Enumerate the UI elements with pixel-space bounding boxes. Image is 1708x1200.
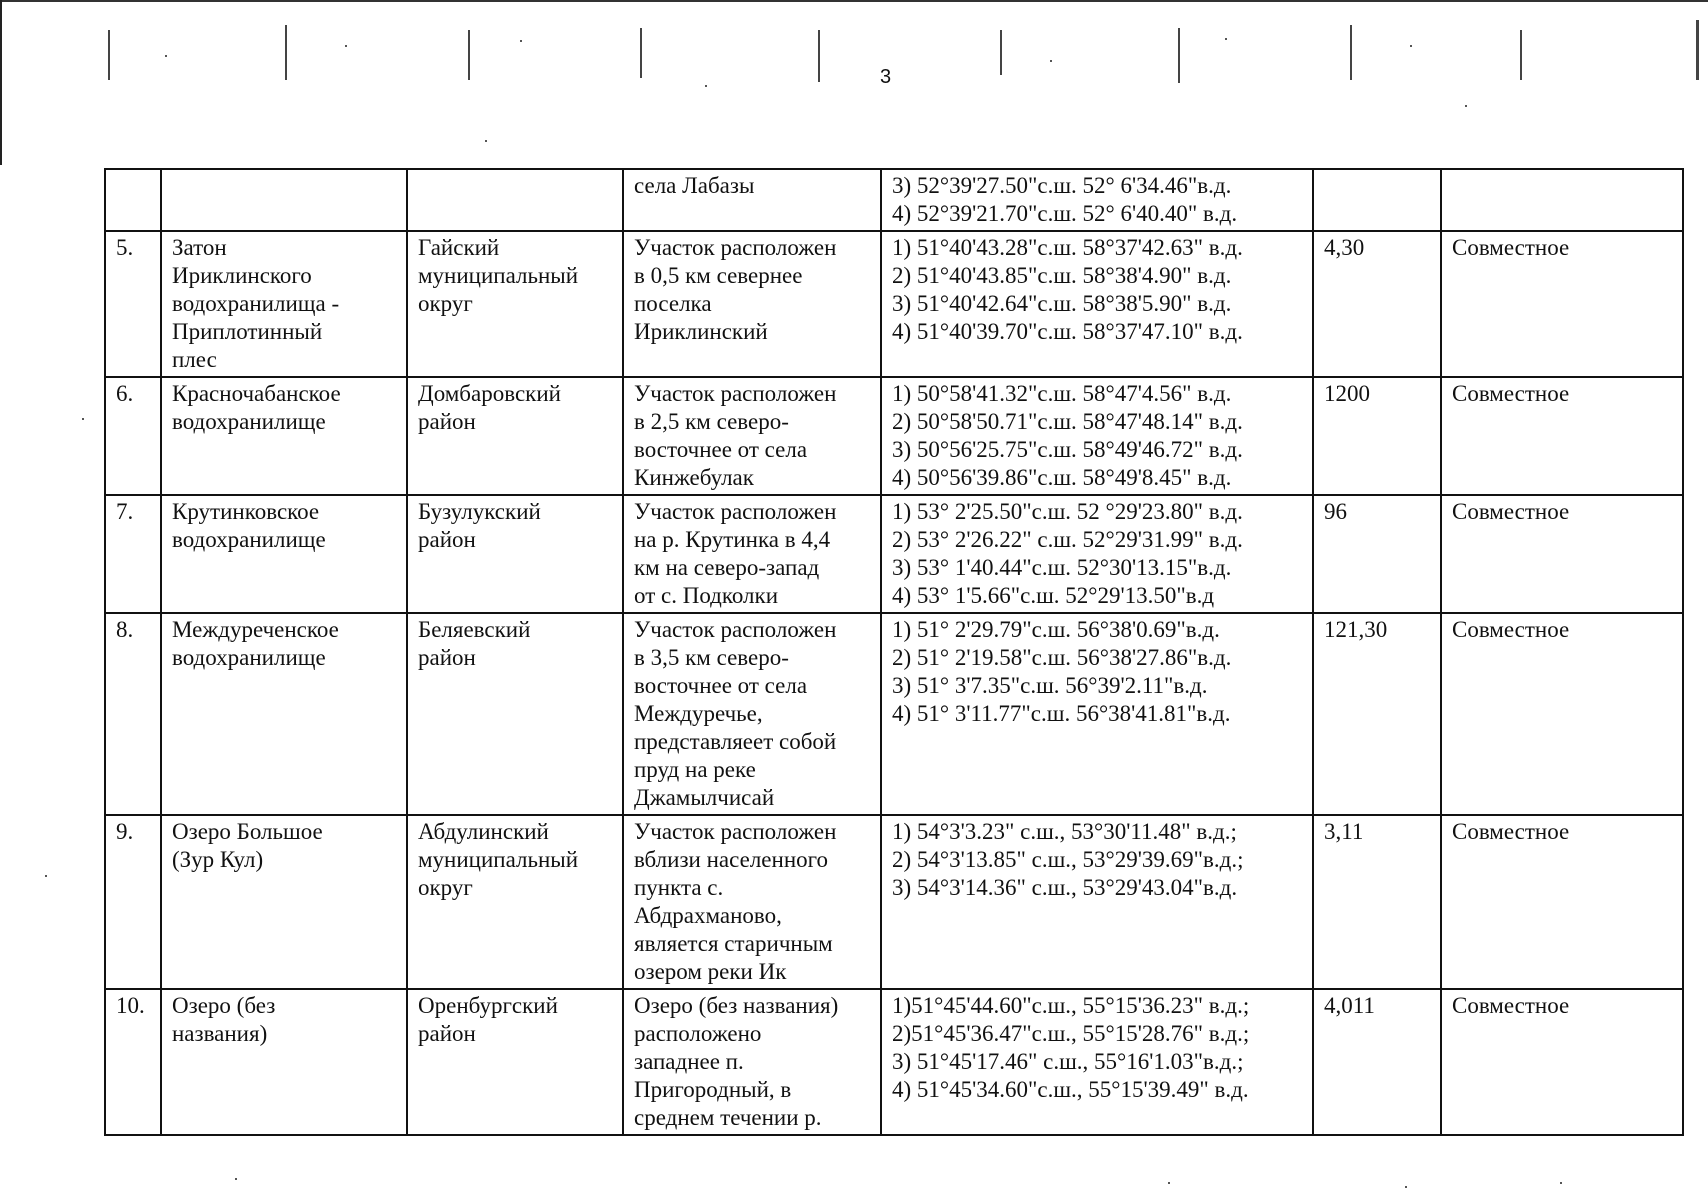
cell-district: Гайский муниципальный округ <box>407 231 623 377</box>
cell-area: 1200 <box>1313 377 1441 495</box>
scan-mark <box>1696 20 1699 80</box>
cell-number: 5. <box>105 231 161 377</box>
coordinate-line: 2) 53° 2'26.22" с.ш. 52°29'31.99" в.д. <box>892 527 1243 552</box>
cell-location: Участок расположен в 3,5 км северо- восточнее от села Междуречье, представляеет собой пруд на реке Джамылчисай <box>623 613 881 815</box>
cell-number: 6. <box>105 377 161 495</box>
cell-coordinates <box>881 377 1313 495</box>
scan-mark <box>1178 28 1180 83</box>
cell-use: Совместное <box>1441 613 1683 815</box>
table-row <box>105 377 1683 495</box>
cell-name: Красночабанское водохранилище <box>161 377 407 495</box>
coordinate-line: 3) 51°45'17.46" с.ш., 55°16'1.03"в.д.; <box>892 1049 1244 1074</box>
scan-dot <box>1050 60 1052 62</box>
cell-name: Озеро Большое (Зур Кул) <box>161 815 407 989</box>
scan-dot <box>1465 105 1467 107</box>
cell-number <box>105 169 161 231</box>
scan-mark <box>468 30 470 80</box>
reservoir-table <box>104 168 1684 1136</box>
scan-dot <box>345 45 347 47</box>
coordinate-line: 1)51°45'44.60"с.ш., 55°15'36.23" в.д.; <box>892 993 1250 1018</box>
coordinate-line: 4) 52°39'21.70"с.ш. 52° 6'40.40" в.д. <box>892 201 1238 226</box>
cell-number: 10. <box>105 989 161 1135</box>
coordinate-line: 1) 51° 2'29.79"с.ш. 56°38'0.69"в.д. <box>892 617 1220 642</box>
table-row <box>105 815 1683 989</box>
cell-area: 4,011 <box>1313 989 1441 1135</box>
cell-area: 121,30 <box>1313 613 1441 815</box>
coordinate-line: 1) 50°58'41.32"с.ш. 58°47'4.56" в.д. <box>892 381 1232 406</box>
coordinate-line: 3) 51°40'42.64"с.ш. 58°38'5.90" в.д. <box>892 291 1232 316</box>
cell-location: Озеро (без названия) расположено западнее п. Пригородный, в среднем течении р. <box>623 989 881 1135</box>
cell-district: Абдулинский муниципальный округ <box>407 815 623 989</box>
table-row <box>105 495 1683 613</box>
cell-name: Затон Ириклинского водохранилища - Приплотинный плес <box>161 231 407 377</box>
cell-number: 8. <box>105 613 161 815</box>
scan-dot <box>1405 1186 1407 1188</box>
scan-dot <box>1225 38 1227 40</box>
coordinate-line: 3) 54°3'14.36" с.ш., 53°29'43.04"в.д. <box>892 875 1238 900</box>
cell-location: Участок расположен на р. Крутинка в 4,4 км на северо-запад от с. Подколки <box>623 495 881 613</box>
cell-coordinates <box>881 231 1313 377</box>
scan-mark <box>108 30 110 80</box>
scan-mark <box>818 30 820 82</box>
coordinate-line: 4) 53° 1'5.66"с.ш. 52°29'13.50"в.д <box>892 583 1215 608</box>
cell-use: Совместное <box>1441 377 1683 495</box>
scan-dot <box>485 140 487 142</box>
cell-use: Совместное <box>1441 815 1683 989</box>
scan-mark <box>640 28 642 78</box>
cell-area: 3,11 <box>1313 815 1441 989</box>
coordinate-line: 3) 51° 3'7.35"с.ш. 56°39'2.11"в.д. <box>892 673 1208 698</box>
table-row <box>105 231 1683 377</box>
cell-number: 9. <box>105 815 161 989</box>
scan-dot <box>82 418 84 420</box>
coordinate-line: 1) 51°40'43.28"с.ш. 58°37'42.63" в.д. <box>892 235 1243 260</box>
cell-name: Озеро (без названия) <box>161 989 407 1135</box>
table-row <box>105 989 1683 1135</box>
cell-location: Участок расположен в 2,5 км северо- восточнее от села Кинжебулак <box>623 377 881 495</box>
coordinate-line: 1) 54°3'3.23" с.ш., 53°30'11.48" в.д.; <box>892 819 1237 844</box>
coordinate-line: 2)51°45'36.47"с.ш., 55°15'28.76" в.д.; <box>892 1021 1250 1046</box>
coordinate-line: 2) 54°3'13.85" с.ш., 53°29'39.69"в.д.; <box>892 847 1244 872</box>
table-row <box>105 613 1683 815</box>
cell-coordinates <box>881 169 1313 231</box>
scan-dot <box>705 85 707 87</box>
cell-area: 4,30 <box>1313 231 1441 377</box>
cell-location: села Лабазы <box>623 169 881 231</box>
coordinate-line: 2) 51° 2'19.58"с.ш. 56°38'27.86"в.д. <box>892 645 1232 670</box>
page-top-edge <box>0 0 1708 2</box>
scan-dot <box>520 40 522 42</box>
scan-dot <box>1560 1182 1562 1184</box>
coordinate-line: 3) 50°56'25.75"с.ш. 58°49'46.72" в.д. <box>892 437 1243 462</box>
cell-area <box>1313 169 1441 231</box>
cell-district: Беляевский район <box>407 613 623 815</box>
coordinate-line: 4) 51°40'39.70"с.ш. 58°37'47.10" в.д. <box>892 319 1243 344</box>
cell-location: Участок расположен в 0,5 км севернее поселка Ириклинский <box>623 231 881 377</box>
scan-dot <box>45 875 47 877</box>
coordinate-line: 2) 51°40'43.85"с.ш. 58°38'4.90" в.д. <box>892 263 1232 288</box>
cell-district: Оренбургский район <box>407 989 623 1135</box>
page-number: 3 <box>880 66 892 88</box>
cell-number: 7. <box>105 495 161 613</box>
cell-coordinates <box>881 989 1313 1135</box>
cell-district: Бузулукский район <box>407 495 623 613</box>
cell-use: Совместное <box>1441 231 1683 377</box>
coordinate-line: 4) 50°56'39.86"с.ш. 58°49'8.45" в.д. <box>892 465 1232 490</box>
coordinate-line: 3) 52°39'27.50"с.ш. 52° 6'34.46"в.д. <box>892 173 1232 198</box>
cell-coordinates <box>881 815 1313 989</box>
cell-name: Крутинковское водохранилище <box>161 495 407 613</box>
cell-area: 96 <box>1313 495 1441 613</box>
scan-mark <box>1520 30 1522 80</box>
scan-mark <box>285 25 287 80</box>
cell-coordinates <box>881 495 1313 613</box>
cell-district: Домбаровский район <box>407 377 623 495</box>
scan-dot <box>1410 45 1412 47</box>
cell-coordinates <box>881 613 1313 815</box>
coordinate-line: 4) 51° 3'11.77"с.ш. 56°38'41.81"в.д. <box>892 701 1231 726</box>
page-left-edge <box>0 0 2 165</box>
table-row <box>105 169 1683 231</box>
coordinate-line: 4) 51°45'34.60"с.ш., 55°15'39.49" в.д. <box>892 1077 1249 1102</box>
scan-dot <box>165 55 167 57</box>
cell-use: Совместное <box>1441 495 1683 613</box>
coordinate-line: 1) 53° 2'25.50"с.ш. 52 °29'23.80" в.д. <box>892 499 1243 524</box>
cell-use <box>1441 169 1683 231</box>
cell-name: Междуреченское водохранилище <box>161 613 407 815</box>
coordinate-line: 2) 50°58'50.71"с.ш. 58°47'48.14" в.д. <box>892 409 1243 434</box>
scan-dot <box>1168 1182 1170 1184</box>
cell-location: Участок расположен вблизи населенного пункта с. Абдрахманово, является старичным озером реки Ик <box>623 815 881 989</box>
cell-district <box>407 169 623 231</box>
cell-use: Совместное <box>1441 989 1683 1135</box>
scan-mark <box>1350 25 1352 80</box>
coordinate-line: 3) 53° 1'40.44"с.ш. 52°30'13.15"в.д. <box>892 555 1232 580</box>
cell-name <box>161 169 407 231</box>
scan-dot <box>235 1178 237 1180</box>
scan-mark <box>1000 30 1002 75</box>
